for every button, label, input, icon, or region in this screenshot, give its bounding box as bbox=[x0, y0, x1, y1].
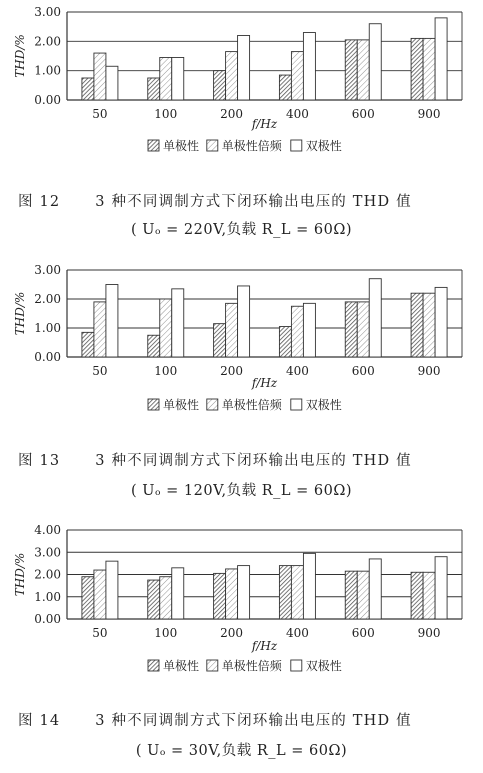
legend-swatch bbox=[291, 660, 302, 671]
caption-title: 3 种不同调制方式下闭环输出电压的 THD 值 bbox=[95, 713, 412, 729]
legend-label: 单极性 bbox=[163, 139, 200, 153]
bar-单极性倍频-50 bbox=[94, 302, 106, 357]
legend-swatch bbox=[148, 140, 159, 151]
bar-单极性-600 bbox=[345, 302, 357, 357]
legend-swatch bbox=[291, 140, 302, 151]
bar-单极性倍频-100 bbox=[160, 57, 172, 100]
bar-单极性倍频-50 bbox=[94, 53, 106, 100]
y-axis-label: THD/% bbox=[13, 34, 27, 78]
x-axis-label: f/Hz bbox=[251, 117, 278, 131]
x-axis-label: f/Hz bbox=[251, 376, 278, 390]
x-tick-label: 600 bbox=[351, 626, 375, 640]
bar-单极性-200 bbox=[214, 573, 226, 619]
caption-number: 图 13 bbox=[18, 453, 61, 469]
y-tick-label: 1.00 bbox=[34, 63, 61, 78]
bar-单极性-400 bbox=[279, 327, 291, 357]
x-tick-label: 600 bbox=[351, 364, 375, 378]
x-tick-label: 100 bbox=[154, 626, 178, 640]
bar-双极性-900 bbox=[435, 287, 447, 357]
legend-swatch bbox=[148, 399, 159, 410]
bar-单极性-50 bbox=[82, 577, 94, 619]
bar-单极性-50 bbox=[82, 78, 94, 100]
x-tick-label: 600 bbox=[351, 107, 375, 121]
x-tick-label: 200 bbox=[220, 107, 244, 121]
legend-swatch bbox=[207, 140, 218, 151]
bar-单极性-600 bbox=[345, 40, 357, 100]
bar-双极性-50 bbox=[106, 561, 118, 619]
caption-condition: ( Uₒ = 30V,负载 R_L = 60Ω) bbox=[135, 743, 348, 759]
bar-双极性-50 bbox=[106, 66, 118, 100]
bar-单极性-400 bbox=[279, 75, 291, 100]
x-tick-label: 400 bbox=[285, 626, 309, 640]
bar-双极性-200 bbox=[238, 566, 250, 619]
bar-单极性倍频-200 bbox=[226, 52, 238, 100]
bar-单极性-100 bbox=[148, 78, 160, 100]
bar-双极性-600 bbox=[369, 279, 381, 357]
y-tick-label: 2.00 bbox=[34, 567, 61, 582]
chart-1 bbox=[13, 5, 462, 153]
y-tick-label: 1.00 bbox=[34, 321, 61, 335]
bar-单极性倍频-600 bbox=[357, 571, 369, 619]
bar-双极性-200 bbox=[238, 286, 250, 357]
x-tick-label: 50 bbox=[92, 107, 108, 121]
y-tick-label: 3.00 bbox=[34, 5, 61, 19]
x-tick-label: 100 bbox=[154, 364, 178, 378]
legend-swatch bbox=[291, 399, 302, 410]
bar-双极性-400 bbox=[303, 553, 315, 619]
bar-单极性-100 bbox=[148, 335, 160, 357]
x-tick-label: 200 bbox=[220, 364, 244, 378]
y-tick-label: 1.00 bbox=[34, 589, 61, 604]
y-tick-label: 2.00 bbox=[34, 292, 61, 306]
x-tick-label: 400 bbox=[285, 107, 309, 121]
y-tick-label: 3.00 bbox=[34, 545, 61, 560]
bar-双极性-100 bbox=[172, 568, 184, 619]
caption-number: 图 14 bbox=[18, 713, 61, 729]
y-tick-label: 0.00 bbox=[34, 350, 61, 364]
bar-单极性-200 bbox=[214, 324, 226, 357]
legend-swatch bbox=[207, 660, 218, 671]
y-axis-label: THD/% bbox=[13, 291, 27, 336]
legend-label: 单极性 bbox=[163, 398, 200, 412]
y-tick-label: 0.00 bbox=[34, 93, 61, 107]
y-tick-label: 0.00 bbox=[34, 612, 61, 626]
caption-number: 图 12 bbox=[18, 194, 61, 210]
bar-单极性倍频-400 bbox=[291, 52, 303, 100]
x-tick-label: 200 bbox=[220, 626, 244, 640]
bar-单极性-200 bbox=[214, 71, 226, 100]
bar-单极性倍频-200 bbox=[226, 303, 238, 357]
bar-双极性-600 bbox=[369, 559, 381, 619]
x-axis-label: f/Hz bbox=[251, 639, 278, 653]
bar-单极性倍频-200 bbox=[226, 569, 238, 619]
bar-单极性倍频-900 bbox=[423, 38, 435, 100]
legend bbox=[148, 658, 342, 673]
x-tick-label: 900 bbox=[417, 107, 441, 121]
x-tick-label: 50 bbox=[92, 364, 108, 378]
bar-单极性倍频-100 bbox=[160, 577, 172, 619]
bar-单极性-900 bbox=[411, 293, 423, 357]
bar-单极性-600 bbox=[345, 571, 357, 619]
x-tick-label: 900 bbox=[417, 364, 441, 378]
bar-单极性倍频-600 bbox=[357, 40, 369, 100]
bar-单极性倍频-400 bbox=[291, 566, 303, 619]
bar-单极性倍频-50 bbox=[94, 570, 106, 619]
legend-label: 单极性倍频 bbox=[221, 398, 282, 412]
y-tick-label: 4.00 bbox=[34, 523, 61, 537]
bar-双极性-600 bbox=[369, 24, 381, 100]
bar-单极性倍频-100 bbox=[160, 299, 172, 357]
caption-title: 3 种不同调制方式下闭环输出电压的 THD 值 bbox=[95, 194, 412, 210]
legend bbox=[148, 138, 342, 153]
legend-swatch bbox=[148, 660, 159, 671]
legend-label: 单极性 bbox=[163, 659, 200, 673]
legend-label: 双极性 bbox=[305, 398, 342, 412]
x-tick-label: 50 bbox=[92, 626, 108, 640]
legend-label: 单极性倍频 bbox=[221, 659, 282, 673]
bar-单极性倍频-400 bbox=[291, 306, 303, 357]
legend-label: 双极性 bbox=[305, 659, 342, 673]
bar-双极性-100 bbox=[172, 57, 184, 100]
bar-单极性-900 bbox=[411, 38, 423, 100]
bar-双极性-50 bbox=[106, 285, 118, 358]
caption-title: 3 种不同调制方式下闭环输出电压的 THD 值 bbox=[95, 453, 412, 469]
y-tick-label: 2.00 bbox=[34, 34, 61, 49]
legend-label: 单极性倍频 bbox=[221, 139, 282, 153]
bar-单极性倍频-600 bbox=[357, 302, 369, 357]
x-tick-label: 400 bbox=[285, 364, 309, 378]
y-tick-label: 3.00 bbox=[34, 263, 61, 277]
bar-单极性倍频-900 bbox=[423, 572, 435, 619]
x-tick-label: 900 bbox=[417, 626, 441, 640]
bar-单极性-50 bbox=[82, 332, 94, 357]
caption-condition: ( Uₒ = 120V,负载 R_L = 60Ω) bbox=[130, 483, 353, 499]
legend-swatch bbox=[207, 399, 218, 410]
bar-单极性-100 bbox=[148, 580, 160, 619]
bar-单极性倍频-900 bbox=[423, 293, 435, 357]
bar-单极性-900 bbox=[411, 572, 423, 619]
caption-condition: ( Uₒ = 220V,负载 R_L = 60Ω) bbox=[130, 222, 353, 238]
bar-双极性-100 bbox=[172, 289, 184, 357]
bar-双极性-400 bbox=[303, 33, 315, 100]
legend-label: 双极性 bbox=[305, 139, 342, 153]
chart-2 bbox=[13, 263, 462, 412]
chart-3 bbox=[13, 523, 462, 673]
bar-双极性-400 bbox=[303, 303, 315, 357]
bar-双极性-900 bbox=[435, 557, 447, 619]
bar-单极性-400 bbox=[279, 566, 291, 619]
bar-双极性-900 bbox=[435, 18, 447, 100]
x-tick-label: 100 bbox=[154, 107, 178, 121]
legend bbox=[148, 397, 342, 412]
bar-双极性-200 bbox=[238, 35, 250, 100]
y-axis-label: THD/% bbox=[13, 552, 27, 597]
